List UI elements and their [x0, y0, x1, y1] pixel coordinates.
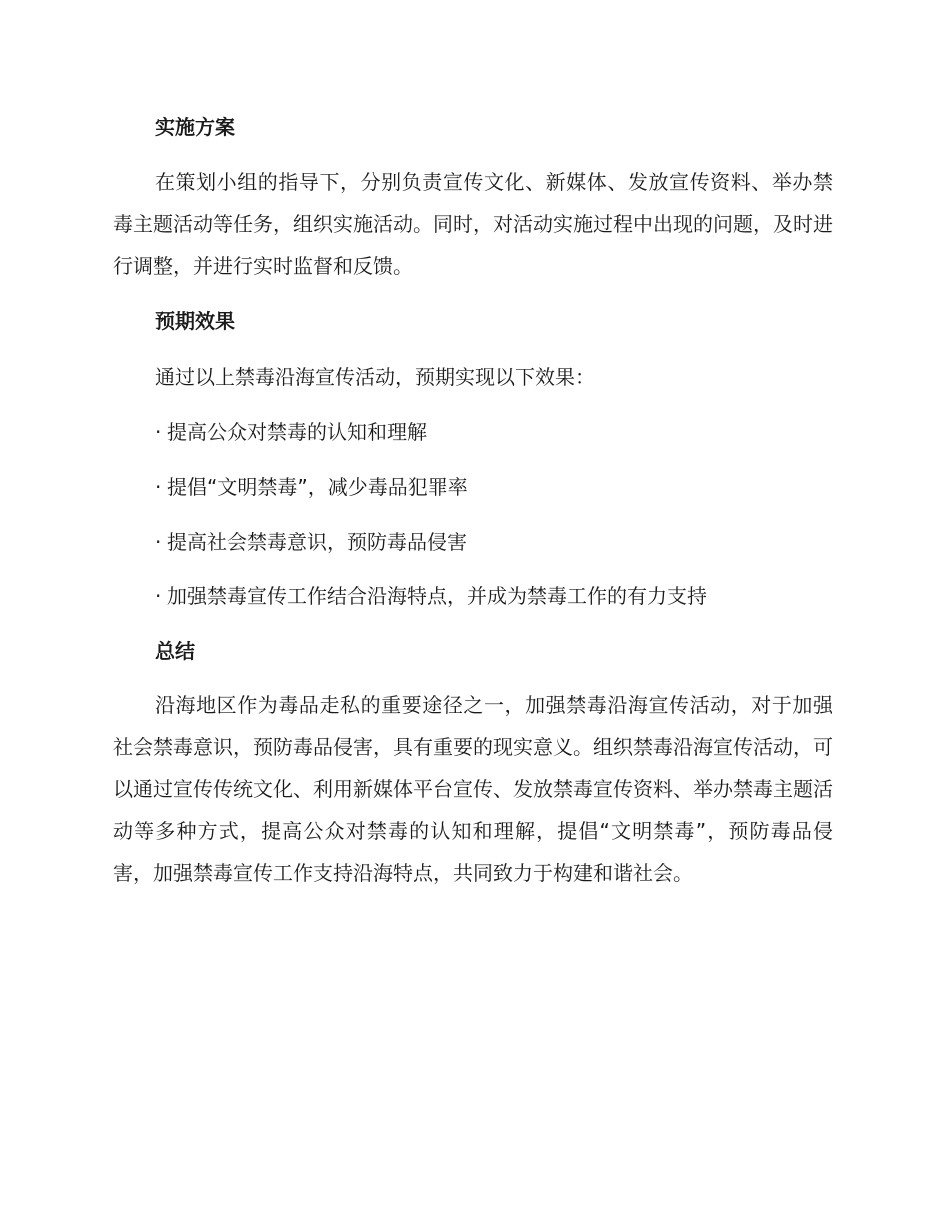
- list-item: [155, 417, 427, 447]
- list-item: [155, 581, 707, 611]
- list-item-text: 加强禁毒宣传工作结合沿海特点，并成为禁毒工作的有力支持: [167, 584, 707, 608]
- list-item-text: 提倡“文明禁毒”，减少毒品犯罪率: [167, 475, 468, 499]
- list-item-text: 提高公众对禁毒的认知和理解: [167, 420, 427, 444]
- effects-intro: 通过以上禁毒沿海宣传活动，预期实现以下效果：: [155, 365, 595, 389]
- plan-paragraph: 在策划小组的指导下，分别负责宣传文化、新媒体、发放宣传资料、举办禁毒主题活动等任务，组织实施活动。同时，对活动实施过程中出现的问题，及时进行调整，并进行实时监督和反馈。: [113, 170, 833, 278]
- list-item: [155, 472, 468, 502]
- bullet-icon: ·: [155, 530, 162, 554]
- bullet-icon: ·: [155, 420, 162, 444]
- bullet-icon: ·: [155, 475, 162, 499]
- plan-heading: 实施方案: [155, 115, 235, 139]
- summary-paragraph: 沿海地区作为毒品走私的重要途径之一，加强禁毒沿海宣传活动，对于加强社会禁毒意识，预防毒品侵害，具有重要的现实意义。组织禁毒沿海宣传活动，可以通过宣传传统文化、利用新媒体平台宣传、发放禁毒宣传资料、举办禁毒主题活动等多种方式，提高公众对禁毒的认知和理解，提倡“文明禁毒”，预防毒品侵害，加强禁毒宣传工作支持沿海特点，共同致力于构建和谐社会。: [113, 693, 833, 885]
- list-item: [155, 527, 467, 557]
- list-item-text: 提高社会禁毒意识，预防毒品侵害: [167, 530, 467, 554]
- summary-heading: 总结: [155, 639, 195, 663]
- bullet-icon: ·: [155, 584, 162, 608]
- effects-heading: 预期效果: [155, 309, 235, 333]
